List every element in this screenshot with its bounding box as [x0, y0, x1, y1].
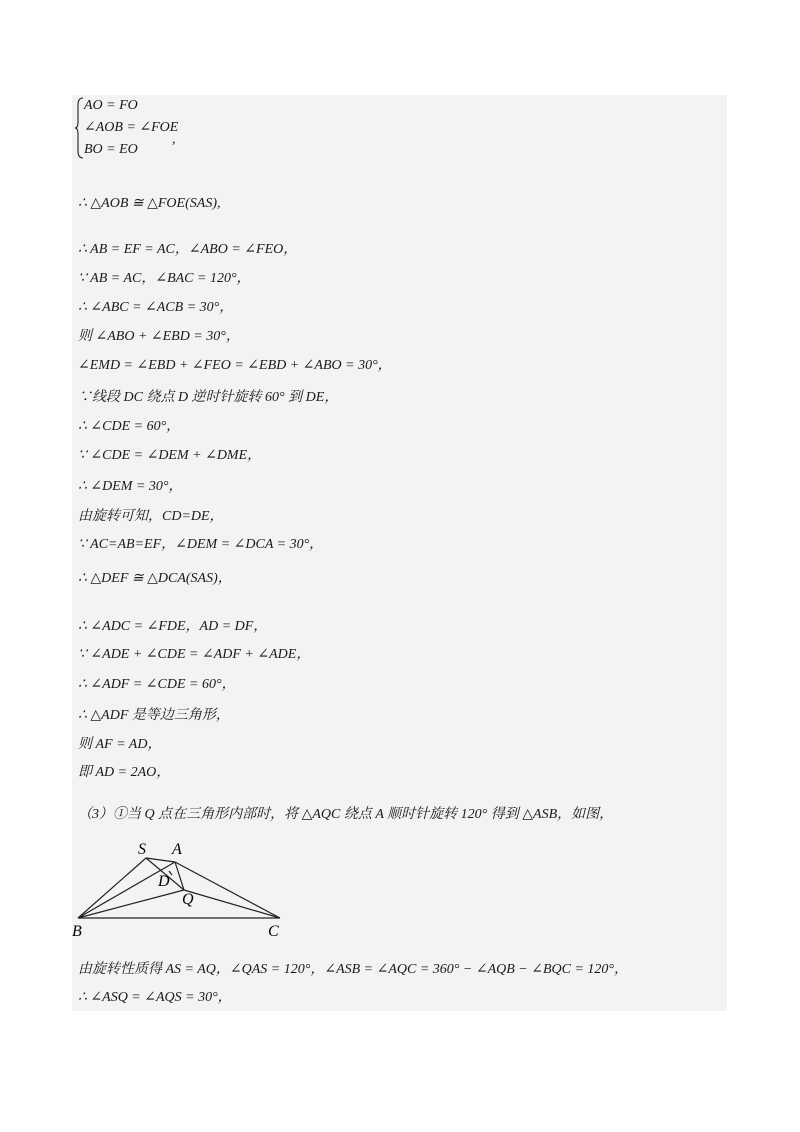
system-brace	[74, 97, 84, 159]
label-S: S	[138, 842, 146, 858]
label-D: D	[158, 873, 170, 890]
system-tail: ,	[172, 132, 176, 147]
proof-line-19: 即 AD = 2AO，	[78, 765, 171, 780]
proof-line-7: ∵线段 DC 绕点 D 逆时针旋转 60° 到 DE，	[78, 390, 339, 405]
proof-line-12: ∵ AC=AB=EF，∠DEM = ∠DCA = 30°，	[78, 537, 324, 552]
proof-line-8: ∴ ∠CDE = 60°，	[78, 419, 181, 434]
label-B: B	[72, 923, 82, 940]
proof-line-5: 则 ∠ABO + ∠EBD = 30°，	[78, 329, 240, 344]
system-line-3: BO = EO	[84, 142, 138, 157]
proof-line-6: ∠EMD = ∠EBD + ∠FEO = ∠EBD + ∠ABO = 30°，	[78, 358, 392, 373]
proof-line-14: ∴ ∠ADC = ∠FDE，AD = DF，	[78, 619, 268, 634]
segment-AC	[175, 862, 280, 918]
proof-line-20: （3）①当 Q 点在三角形内部时，将 △AQC 绕点 A 顺时针旋转 120° 得到 △ASB，如图，	[78, 807, 614, 822]
segment-QC	[184, 890, 280, 918]
after-figure-line-2: ∴ ∠ASQ = ∠AQS = 30°，	[78, 990, 232, 1005]
proof-line-13: ∴ △DEF ≅ △DCA(SAS)，	[78, 571, 232, 586]
proof-line-3: ∵ AB = AC，∠BAC = 120°，	[78, 271, 251, 286]
proof-line-9: ∵ ∠CDE = ∠DEM + ∠DME，	[78, 448, 262, 463]
proof-line-18: 则 AF = AD，	[78, 737, 162, 752]
proof-line-4: ∴ ∠ABC = ∠ACB = 30°，	[78, 300, 234, 315]
proof-line-15: ∵ ∠ADE + ∠CDE = ∠ADF + ∠ADE，	[78, 647, 311, 662]
label-A: A	[172, 842, 182, 858]
proof-line-17: ∴ △ADF 是等边三角形，	[78, 708, 230, 723]
system-line-1: AO = FO	[84, 98, 138, 113]
label-C: C	[268, 923, 279, 940]
solution-content	[72, 95, 727, 1011]
system-line-2: ∠AOB = ∠FOE	[84, 120, 179, 135]
label-Q: Q	[182, 891, 194, 908]
proof-line-10: ∴ ∠DEM = 30°，	[78, 479, 183, 494]
proof-line-1: ∴ △AOB ≅ △FOE(SAS),	[78, 196, 221, 211]
triangle-rotation-figure	[72, 842, 282, 942]
after-figure-line-1: 由旋转性质得 AS = AQ，∠QAS = 120°，∠ASB = ∠AQC = 360° − ∠AQB − ∠BQC = 120°，	[78, 962, 629, 977]
proof-line-2: ∴ AB = EF = AC，∠ABO = ∠FEO，	[78, 242, 298, 257]
proof-line-16: ∴ ∠ADF = ∠CDE = 60°，	[78, 677, 236, 692]
proof-line-11: 由旋转可知，CD=DE，	[78, 509, 224, 524]
